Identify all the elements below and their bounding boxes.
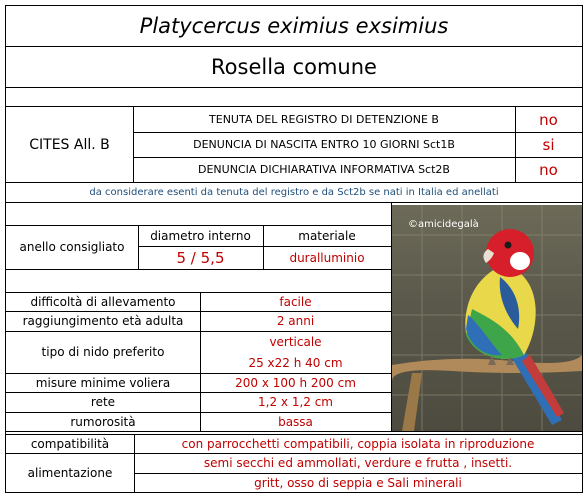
adult-age-label: raggiungimento età adulta <box>22 314 184 328</box>
cites-row-value-3: no <box>539 160 558 179</box>
cites-note: da considerare esenti da tenuta del registro e da Sct2b se nati in Italia ed anellati <box>89 186 499 198</box>
compat-value: con parrocchetti compatibili, coppia isolata in riproduzione <box>181 436 535 451</box>
food-label: alimentazione <box>27 465 113 480</box>
noise-label: rumorosità <box>70 414 136 429</box>
cites-row-label-1: TENUTA DEL REGISTRO DI DETENZIONE B <box>209 113 439 126</box>
cites-row-value-1: no <box>539 110 558 129</box>
table-border <box>5 5 583 493</box>
difficulty-value: facile <box>279 294 312 309</box>
food-value-line1: semi secchi ed ammollati, verdure e frutta , insetti. <box>203 456 513 470</box>
nest-value-line1: verticale <box>269 334 322 349</box>
ring-diameter-value: 5 / 5,5 <box>176 248 225 267</box>
scientific-name: Platycercus eximius exsimius <box>139 14 449 38</box>
compat-label: compatibilità <box>30 436 110 451</box>
food-value-line2: gritt, osso di seppia e Sali minerali <box>254 475 462 490</box>
ring-diameter-header: diametro interno <box>150 228 251 243</box>
nest-value-line2: 25 x22 h 40 cm <box>248 355 343 370</box>
common-name: Rosella comune <box>211 55 377 79</box>
cites-row-value-2: si <box>542 135 555 154</box>
nest-label: tipo di nido preferito <box>41 345 165 359</box>
photo-watermark: ©amicidegalà <box>408 219 479 230</box>
difficulty-label: difficoltà di allevamento <box>30 294 176 309</box>
ring-label: anello consigliato <box>19 240 125 254</box>
ring-material-value: duralluminio <box>289 250 365 265</box>
cites-label: CITES All. B <box>29 136 110 153</box>
ring-material-header: materiale <box>298 228 356 243</box>
cites-row-label-2: DENUNCIA DI NASCITA ENTRO 10 GIORNI Sct1B <box>193 138 455 151</box>
mesh-label: rete <box>90 395 116 409</box>
cites-row-label-3: DENUNCIA DICHIARATIVA INFORMATIVA Sct2B <box>198 163 450 176</box>
aviary-label: misure minime voliera <box>35 375 171 390</box>
adult-age-value: 2 anni <box>276 314 315 328</box>
mesh-value: 1,2 x 1,2 cm <box>258 395 333 409</box>
noise-value: bassa <box>278 414 313 429</box>
aviary-value: 200 x 100 h 200 cm <box>235 375 356 390</box>
